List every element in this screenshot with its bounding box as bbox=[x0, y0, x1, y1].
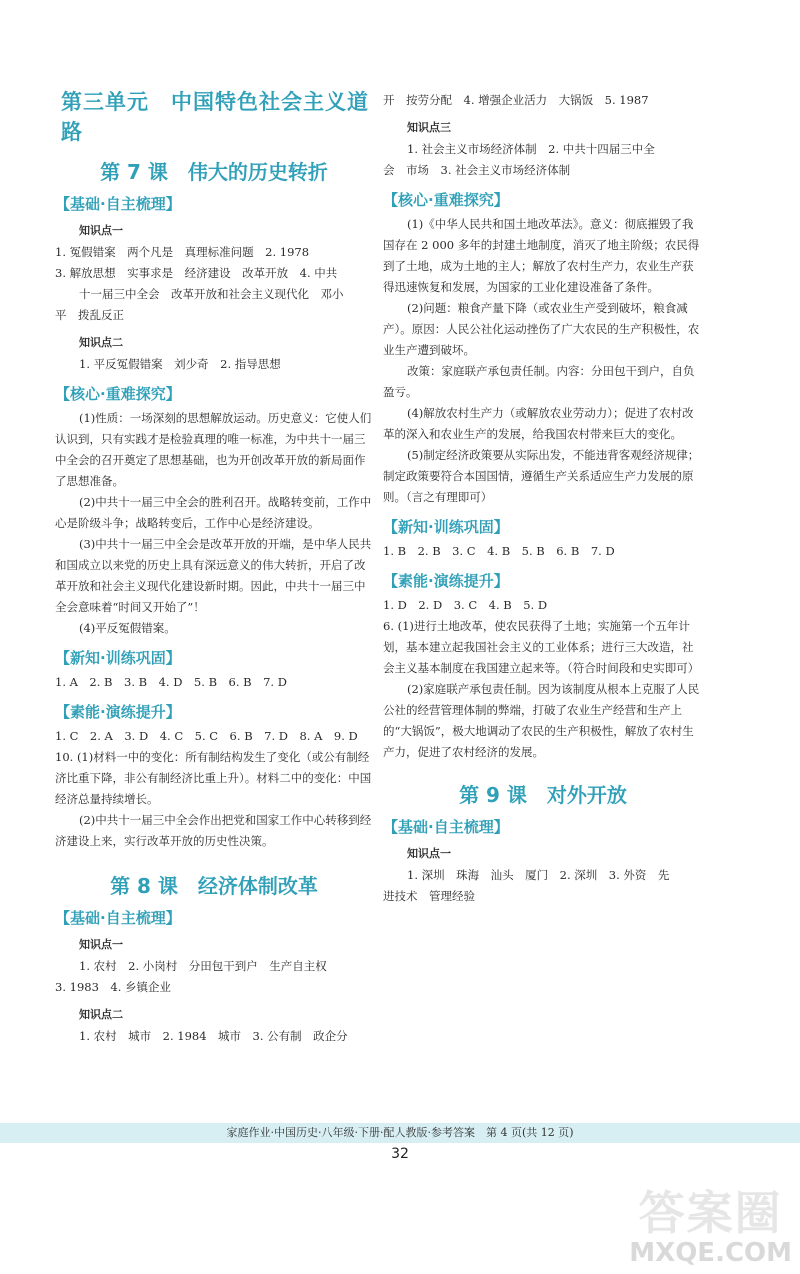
lesson7-core-heading: 【核心·重难探究】 bbox=[55, 385, 181, 403]
lesson9-basic-heading: 【基础·自主梳理】 bbox=[383, 818, 509, 836]
lesson8-kp1-line: 1. 农村 2. 小岗村 分田包干到户 生产自主权 bbox=[79, 959, 327, 973]
lesson8-core-heading: 【核心·重难探究】 bbox=[383, 191, 509, 209]
lesson8-kp1-line: 3. 1983 4. 乡镇企业 bbox=[55, 980, 172, 994]
lesson8-kp3-line: 会 市场 3. 社会主义市场经济体制 bbox=[383, 163, 571, 177]
lesson9-title: 第 9 课 对外开放 bbox=[459, 783, 627, 807]
lesson7-new-answers: 1. A 2. B 3. B 4. D 5. B 6. B 7. D bbox=[55, 675, 287, 689]
lesson8-core-para: (2)问题：粮食产量下降（或农业生产受到破坏，粮食减产）。原因：人民公社化运动挫伤了广大农民的生产积极性，农业生产遭到破坏。 bbox=[383, 301, 700, 357]
lesson8-new-heading: 【新知·训练巩固】 bbox=[383, 518, 509, 536]
lesson7-core-para: (2)中共十一届三中全会的胜利召开。战略转变前，工作中心是阶级斗争；战略转变后，工作中心是经济建设。 bbox=[55, 495, 372, 530]
lesson7-basic-heading: 【基础·自主梳理】 bbox=[55, 195, 181, 213]
lesson8-q6-part1: 6. (1)进行土地改革，使农民获得了土地；实施第一个五年计划，基本建立起我国社会主义的工业体系；进行三大改造，社会主义基本制度在我国建立起来等。（符合时间段和史实即可） bbox=[383, 619, 700, 675]
watermark-logo bbox=[629, 1188, 792, 1268]
lesson7-kp1-label: 知识点一 bbox=[79, 224, 123, 237]
lesson7-q10-part1: 10. (1)材料一中的变化：所有制结构发生了变化（或公有制经济比重下降，非公有制经济比重上升）。材料二中的变化：中国经济总量持续增长。 bbox=[55, 750, 372, 806]
lesson7-core-para: (4)平反冤假错案。 bbox=[79, 621, 176, 635]
right-column bbox=[383, 90, 703, 907]
lesson7-q10-part2: (2)中共十一届三中全会作出把党和国家工作中心转移到经济建设上来，实行改革开放的历史性决策。 bbox=[55, 813, 372, 848]
lesson8-core-para: (1)《中华人民共和国土地改革法》。意义：彻底摧毁了我国存在 2 000 多年的封建土地制度，消灭了地主阶级；农民得到了土地，成为土地的主人；解放了农村生产力，农业生产获得迅速恢复和发展，为国家的工业化建设准备了条件。 bbox=[383, 217, 700, 294]
lesson9-kp1-line: 1. 深圳 珠海 汕头 厦门 2. 深圳 3. 外资 先 bbox=[407, 868, 670, 882]
lesson8-core-para: (5)制定经济政策要从实际出发，不能违背客观经济规律；制定政策要符合本国国情，遵循生产关系适应生产力发展的原则。（言之有理即可） bbox=[383, 448, 700, 504]
lesson7-kp1-line: 十一届三中全会 改革开放和社会主义现代化 邓小 bbox=[79, 287, 344, 301]
watermark-logo-text: 答案圈 bbox=[638, 1186, 783, 1240]
lesson8-ability-heading: 【素能·演练提升】 bbox=[383, 572, 509, 590]
lesson9-kp1-label: 知识点一 bbox=[407, 847, 451, 860]
lesson7-core-para: (1)性质：一场深刻的思想解放运动。历史意义：它使人们认识到，只有实践才是检验真理的唯一标准，为中共十一届三中全会的召开奠定了思想基础，也为开创改革开放的新局面作了思想准备。 bbox=[55, 411, 372, 488]
lesson7-kp2-line: 1. 平反冤假错案 刘少奇 2. 指导思想 bbox=[79, 357, 281, 371]
left-column bbox=[55, 80, 373, 1047]
lesson8-basic-heading: 【基础·自主梳理】 bbox=[55, 909, 181, 927]
page-number: 32 bbox=[391, 1146, 409, 1162]
lesson8-kp2-line: 开 按劳分配 4. 增强企业活力 大锅饭 5. 1987 bbox=[383, 93, 649, 107]
lesson8-kp2-line: 1. 农村 城市 2. 1984 城市 3. 公有制 政企分 bbox=[79, 1029, 348, 1043]
lesson8-kp1-label: 知识点一 bbox=[79, 938, 123, 951]
lesson7-kp1-line: 3. 解放思想 实事求是 经济建设 改革开放 4. 中共 bbox=[55, 266, 338, 280]
lesson8-q6-part2: (2)家庭联产承包责任制。因为该制度从根本上克服了人民公社的经营管理体制的弊端，打破了农业生产经营和生产上的“大锅饭”，极大地调动了农民的生产积极性，解放了农村生产力，促进了农村经济的发展。 bbox=[383, 682, 700, 759]
page-footer: 家庭作业·中国历史·八年级·下册·配人教版·参考答案 第 4 页(共 12 页) bbox=[0, 1123, 800, 1143]
lesson7-core-para: (3)中共十一届三中全会是改革开放的开端，是中华人民共和国成立以来党的历史上具有深远意义的伟大转折，开启了改革开放和社会主义现代化建设新时期。因此，中共十一届三中全会意味着“时间又开始了”！ bbox=[55, 537, 372, 614]
lesson9-kp1-line: 进技术 管理经验 bbox=[383, 889, 475, 903]
lesson8-title: 第 8 课 经济体制改革 bbox=[110, 874, 318, 898]
lesson7-kp2-label: 知识点二 bbox=[79, 336, 123, 349]
unit-title: 第三单元 中国特色社会主义道路 bbox=[61, 90, 369, 144]
lesson7-new-heading: 【新知·训练巩固】 bbox=[55, 649, 181, 667]
lesson7-kp1-line: 平 拨乱反正 bbox=[55, 308, 124, 322]
lesson8-kp3-line: 1. 社会主义市场经济体制 2. 中共十四届三中全 bbox=[407, 142, 655, 156]
lesson8-ability-answers: 1. D 2. D 3. C 4. B 5. D bbox=[383, 598, 548, 612]
lesson8-kp3-label: 知识点三 bbox=[407, 121, 451, 134]
lesson8-kp2-label: 知识点二 bbox=[79, 1008, 123, 1021]
lesson7-title: 第 7 课 伟大的历史转折 bbox=[100, 160, 328, 184]
lesson7-ability-answers: 1. C 2. A 3. D 4. C 5. C 6. B 7. D 8. A 9. D bbox=[55, 729, 358, 743]
lesson8-core-para: 改策：家庭联产承包责任制。内容：分田包干到户，自负盈亏。 bbox=[383, 364, 695, 399]
lesson8-core-para: (4)解放农村生产力（或解放农业劳动力）；促进了农村改革的深入和农业生产的发展，给我国农村带来巨大的变化。 bbox=[383, 406, 694, 441]
watermark-site-text: MXQE.COM bbox=[629, 1238, 792, 1268]
lesson8-new-answers: 1. B 2. B 3. C 4. B 5. B 6. B 7. D bbox=[383, 544, 615, 558]
lesson7-ability-heading: 【素能·演练提升】 bbox=[55, 703, 181, 721]
lesson7-kp1-line: 1. 冤假错案 两个凡是 真理标准问题 2. 1978 bbox=[55, 245, 310, 259]
